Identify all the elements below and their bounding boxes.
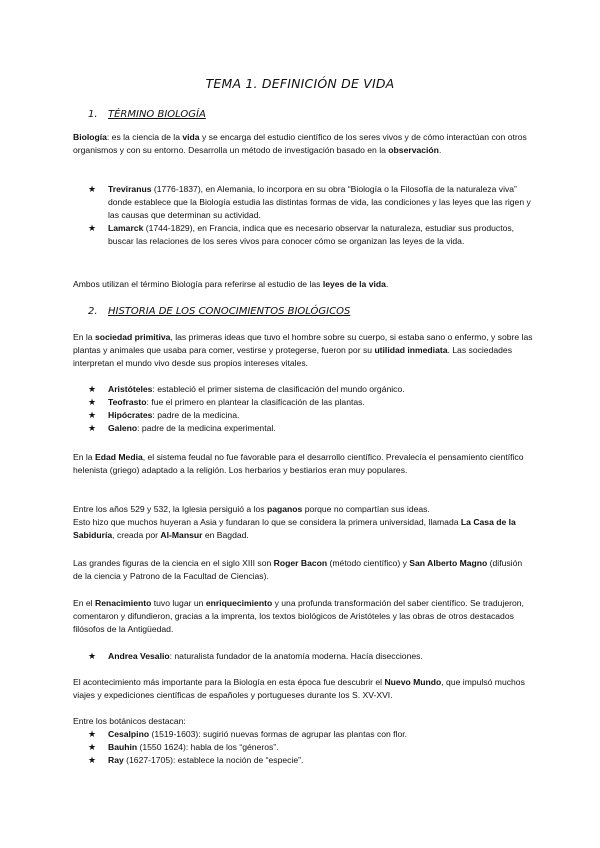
- star-icon: ★: [88, 223, 97, 233]
- star-icon: ★: [88, 397, 97, 407]
- list-item: ★ Galeno: padre de la medicina experimental.: [88, 423, 276, 433]
- paragraph-botanicos: Entre los botánicos destacan:: [73, 716, 186, 726]
- section-title: TÉRMINO BIOLOGÍA: [108, 109, 206, 120]
- section-heading-2: [88, 306, 350, 317]
- list-botanists: [88, 728, 533, 767]
- paragraph-ambos: Ambos utilizan el término Biología para referirse al estudio de las leyes de la vida.: [73, 279, 389, 289]
- list-classical-figures: [88, 383, 533, 435]
- list-item: ★ Bauhin (1550 1624): habla de los “géneros”.: [88, 742, 279, 752]
- paragraph-renacimiento: En el Renacimiento tuvo lugar un enriquecimiento y una profunda transformación del saber científico. Se tradujeron, comentaron y difundieron, gracias a la imprenta, los textos biológicos de Aristóteles y las obras de otros destacados filósofos de la Antigüedad.: [73, 598, 524, 634]
- star-icon: ★: [88, 384, 97, 394]
- list-item: ★ Lamarck (1744-1829), en Francia, indica que es necesario observar la naturaleza, estudiar sus productos, buscar las relaciones de los seres vivos para conocer cómo se organizan las leyes de la vida.: [88, 223, 515, 246]
- star-icon: ★: [88, 742, 97, 752]
- paragraph-biologia: Biología: es la ciencia de la vida y se encarga del estudio científico de los seres vivos y de cómo interactúan con otros organismos y con su entorno. Desarrolla un método de investigación basado en la observación.: [73, 132, 527, 155]
- list-item: ★ Aristóteles: estableció el primer sistema de clasificación del mundo orgánico.: [88, 384, 405, 394]
- star-icon: ★: [88, 423, 97, 433]
- paragraph-nuevo-mundo: El acontecimiento más importante para la Biología en esta época fue descubrir el Nuevo Mundo, que impulsó muchos viajes y expediciones científicas de españoles y portugueses durante los S. XV-XVI.: [73, 677, 525, 700]
- list-renaissance-figures: [88, 650, 533, 663]
- list-item: ★ Cesalpino (1519-1603): sugirió nuevas formas de agrupar las plantas con flor.: [88, 729, 408, 739]
- paragraph-sociedad-primitiva: En la sociedad primitiva, las primeras ideas que tuvo el hombre sobre su cuerpo, si estaba sano o enfermo, y sobre las plantas y animales que usaba para comer, vestirse y protegerse, fueron por su utilidad inmediata. Las sociedades interpretan el mundo vivo desde sus propios intereses vitales.: [73, 332, 533, 368]
- paragraph-edad-media: En la Edad Media, el sistema feudal no fue favorable para el desarrollo científico. Prevalecía el pensamiento científico helenista (griego) adaptado a la religión. Los herbarios y bestiarios eran muy populares.: [73, 452, 524, 475]
- list-item: ★ Treviranus (1776-1837), en Alemania, lo incorpora en su obra “Biología o la Filosofía de la naturaleza viva” donde establece que la Biología estudia las distintas formas de vida, las condiciones y las leyes que las rigen y las causas que determinan su actividad.: [88, 184, 531, 220]
- star-icon: ★: [88, 184, 97, 194]
- section-number: 2.: [88, 306, 98, 317]
- list-item: ★ Hipócrates: padre de la medicina.: [88, 410, 240, 420]
- paragraph-casa-sabiduria: Entre los años 529 y 532, la Iglesia persiguió a los paganos porque no compartían sus ideas. Esto hizo que muchos huyeran a Asia y fundaran lo que se considera la primera universidad, llamada La Casa de la Sabiduría, creada por Al-Mansur en Bagdad.: [73, 504, 516, 540]
- list-biology-authors: [88, 183, 533, 248]
- list-item: ★ Andrea Vesalio: naturalista fundador de la anatomía moderna. Hacía disecciones.: [88, 651, 423, 661]
- section-number: 1.: [88, 109, 98, 120]
- star-icon: ★: [88, 651, 97, 661]
- star-icon: ★: [88, 729, 97, 739]
- star-icon: ★: [88, 410, 97, 420]
- star-icon: ★: [88, 755, 97, 765]
- paragraph-siglo-xiii: Las grandes figuras de la ciencia en el siglo XIII son Roger Bacon (método científico) y San Alberto Magno (difusión de la ciencia y Patrono de la Facultad de Ciencias).: [73, 558, 523, 581]
- section-title: HISTORIA DE LOS CONOCIMIENTOS BIOLÓGICOS: [108, 306, 351, 317]
- section-heading-1: [88, 109, 206, 120]
- list-item: ★ Ray (1627-1705): establece la noción de “especie”.: [88, 755, 304, 765]
- list-item: ★ Teofrasto: fue el primero en plantear la clasificación de las plantas.: [88, 397, 365, 407]
- page-title: TEMA 1. DEFINICIÓN DE VIDA: [205, 76, 395, 91]
